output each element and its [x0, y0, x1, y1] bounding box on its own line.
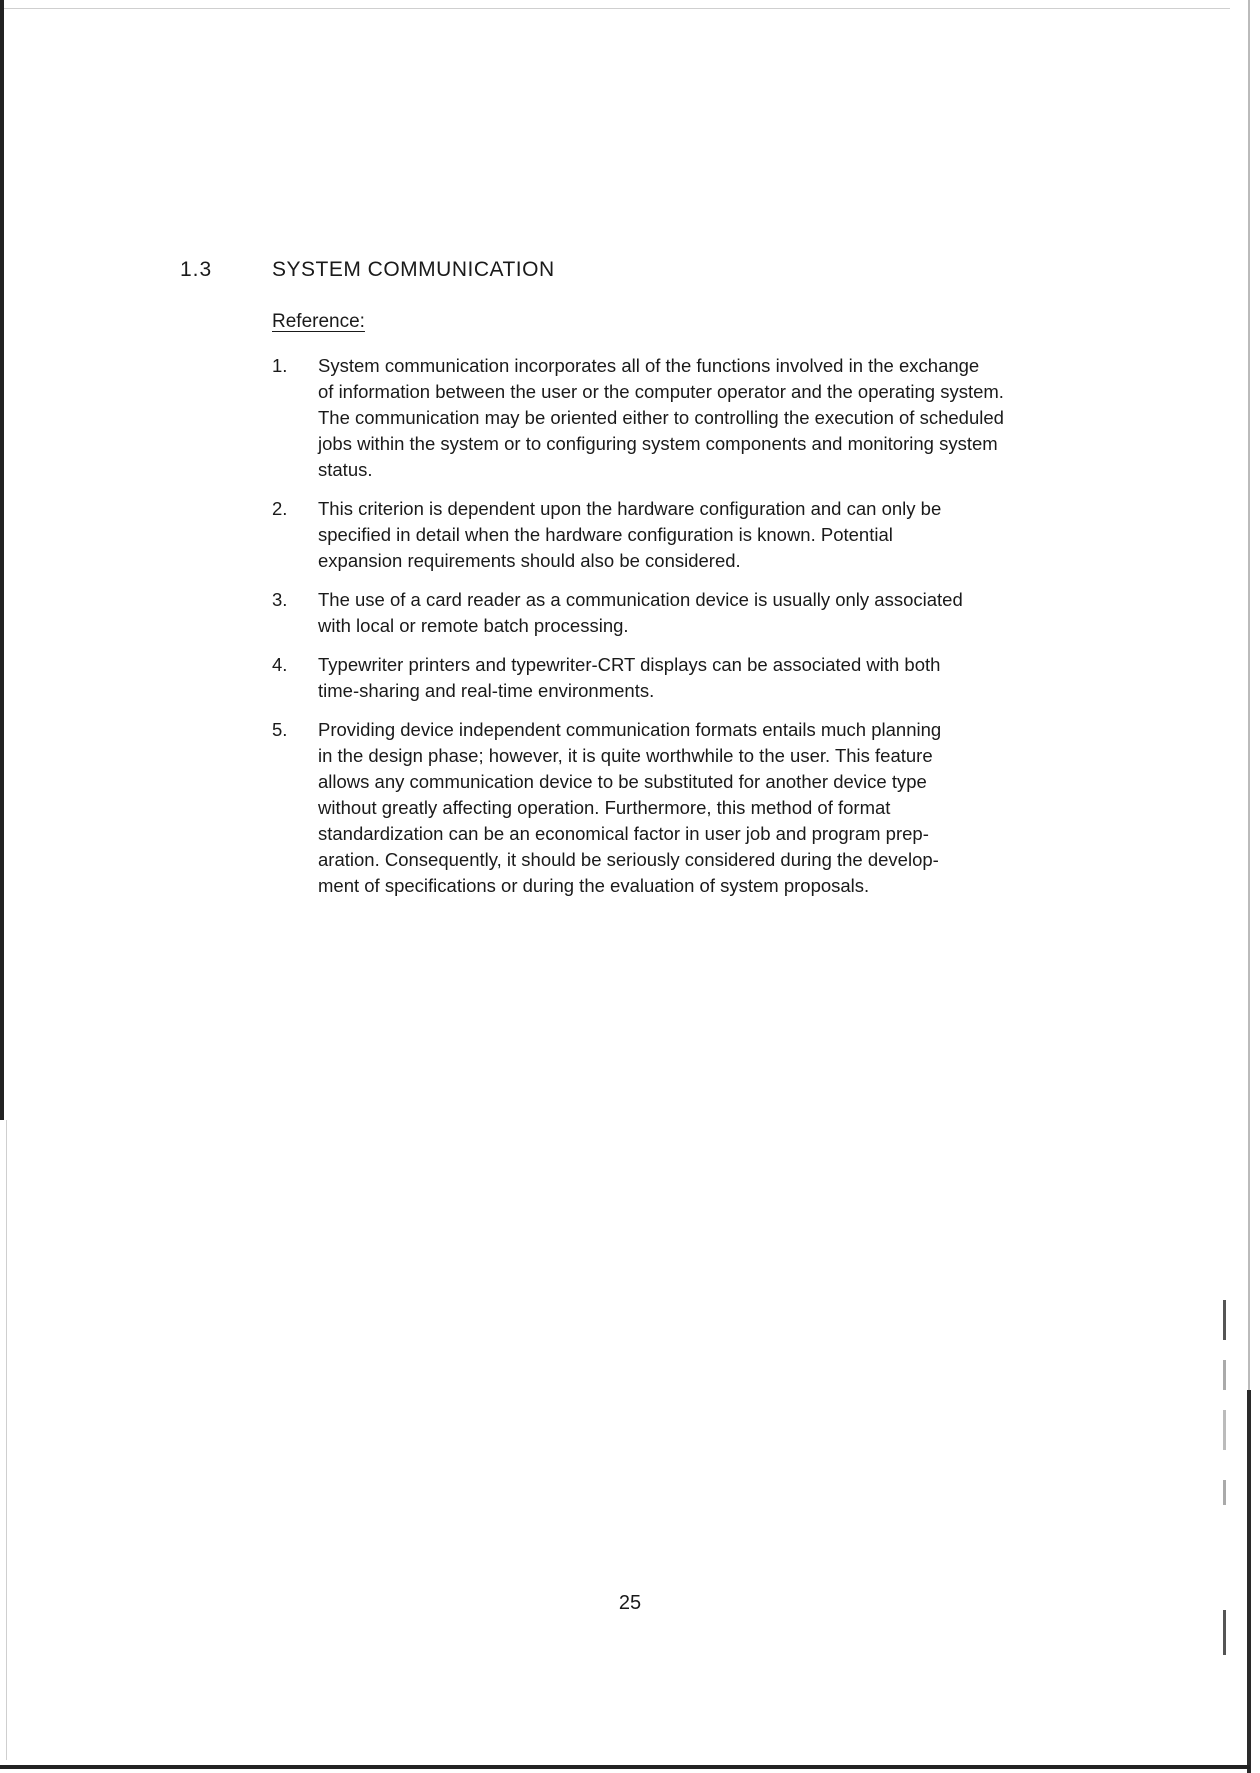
- list-item: [272, 496, 1152, 574]
- item-number: 2.: [272, 498, 288, 519]
- item-number: 5.: [272, 719, 288, 740]
- list-item: [272, 353, 1152, 483]
- item-number: 3.: [272, 589, 288, 610]
- section-title: SYSTEM COMMUNICATION: [272, 258, 555, 281]
- scan-speckle: [1223, 1610, 1226, 1655]
- item-text: The use of a card reader as a communication device is usually only associated with local or remote batch processing.: [318, 589, 963, 636]
- item-number: 4.: [272, 654, 288, 675]
- page-number: 25: [618, 1592, 642, 1614]
- item-text: Providing device independent communication formats entails much planning in the design phase; however, it is quite worthwhile to the user. This feature allows any communication device to be substituted for another device type without greatly affecting operation. Furthermore, this method of format standardization can be an economical factor in user job and program prep- aration. Consequently, it should be seriously considered during the develop- ment of specifications or during the evaluation of system proposals.: [318, 719, 942, 896]
- scan-edge-right-dark: [1247, 1390, 1251, 1773]
- scan-speckle: [1223, 1410, 1226, 1450]
- scan-edge-left-lower: [6, 1120, 7, 1760]
- scan-speckle: [1223, 1300, 1226, 1340]
- scan-edge-bottom: [0, 1765, 1250, 1769]
- item-text: Typewriter printers and typewriter-CRT displays can be associated with both time-sharing and real-time environments.: [318, 654, 941, 701]
- list-item: [272, 652, 1152, 704]
- reference-label: Reference:: [272, 311, 365, 332]
- scan-speckle: [1223, 1480, 1226, 1505]
- list-item: [272, 587, 1152, 639]
- item-text: System communication incorporates all of the functions involved in the exchange of information between the user or the computer operator and the operating system. The communication may be oriented either to controlling the execution of scheduled jobs within the system or to configuring system components and monitoring system status.: [318, 355, 1004, 480]
- criteria-list: [272, 353, 1152, 912]
- item-text: This criterion is dependent upon the hardware configuration and can only be specified in detail when the hardware configuration is known. Potential expansion requirements should also be considered.: [318, 498, 942, 571]
- item-number: 1.: [272, 355, 288, 376]
- scan-speckle: [1223, 1360, 1226, 1390]
- scan-edge-left: [0, 0, 4, 1120]
- section-number: 1.3: [180, 258, 213, 281]
- scan-edge-top: [0, 8, 1230, 9]
- list-item: [272, 717, 1152, 899]
